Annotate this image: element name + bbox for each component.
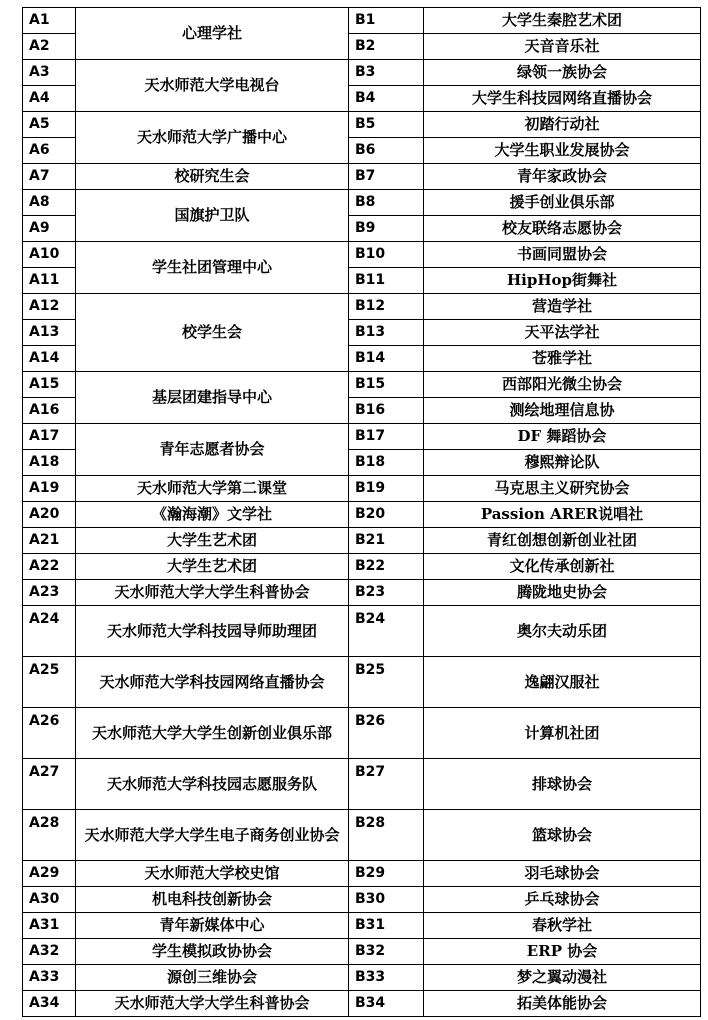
table-row [23,708,701,759]
b-code-cell: B32 [349,939,424,965]
b-name-cell: 奥尔夫动乐团 [424,606,701,657]
a-code-cell: A12 [23,294,76,320]
a-name-cell: 天水师范大学大学生科普协会 [76,991,349,1017]
a-name-cell: 天水师范大学大学生电子商务创业协会 [76,810,349,861]
b-code-cell: B33 [349,965,424,991]
a-code-cell: A3 [23,60,76,86]
a-name-cell: 学生社团管理中心 [76,242,349,294]
b-name-cell: 腾陇地史协会 [424,580,701,606]
table-row [23,242,701,268]
b-code-cell: B22 [349,554,424,580]
a-code-cell: A18 [23,450,76,476]
b-name-cell: 苍雅学社 [424,346,701,372]
b-code-cell: B28 [349,810,424,861]
b-code-cell: B24 [349,606,424,657]
a-name-cell: 天水师范大学大学生创新创业俱乐部 [76,708,349,759]
a-code-cell: A11 [23,268,76,294]
a-code-cell: A8 [23,190,76,216]
table-row [23,372,701,398]
b-name-cell: 羽毛球协会 [424,861,701,887]
table-row [23,424,701,450]
b-code-cell: B9 [349,216,424,242]
b-code-cell: B5 [349,112,424,138]
a-name-cell: 天水师范大学校史馆 [76,861,349,887]
b-name-cell: 营造学社 [424,294,701,320]
b-name-cell: 援手创业俱乐部 [424,190,701,216]
a-name-cell: 基层团建指导中心 [76,372,349,424]
a-code-cell: A15 [23,372,76,398]
a-code-cell: A30 [23,887,76,913]
a-code-cell: A28 [23,810,76,861]
table-row [23,190,701,216]
a-name-cell: 源创三维协会 [76,965,349,991]
a-code-cell: A10 [23,242,76,268]
a-code-cell: A33 [23,965,76,991]
b-name-cell: 大学生职业发展协会 [424,138,701,164]
b-code-cell: B3 [349,60,424,86]
table-row [23,887,701,913]
a-name-cell: 《瀚海潮》文学社 [76,502,349,528]
b-name-cell: 大学生秦腔艺术团 [424,8,701,34]
b-code-cell: B16 [349,398,424,424]
table-row [23,861,701,887]
b-name-cell: 逸翩汉服社 [424,657,701,708]
b-name-cell: 大学生科技园网络直播协会 [424,86,701,112]
a-name-cell: 心理学社 [76,8,349,60]
a-code-cell: A4 [23,86,76,112]
a-code-cell: A23 [23,580,76,606]
b-code-cell: B4 [349,86,424,112]
a-name-cell: 校研究生会 [76,164,349,190]
a-name-cell: 大学生艺术团 [76,528,349,554]
b-code-cell: B14 [349,346,424,372]
table-row [23,939,701,965]
b-code-cell: B13 [349,320,424,346]
b-name-cell: 天平法学社 [424,320,701,346]
a-code-cell: A32 [23,939,76,965]
b-code-cell: B12 [349,294,424,320]
b-code-cell: B17 [349,424,424,450]
b-name-cell: ERP 协会 [424,939,701,965]
b-code-cell: B19 [349,476,424,502]
b-code-cell: B27 [349,759,424,810]
table-row [23,759,701,810]
table-row [23,60,701,86]
table-row [23,606,701,657]
a-name-cell: 天水师范大学广播中心 [76,112,349,164]
b-name-cell: 乒乓球协会 [424,887,701,913]
a-code-cell: A20 [23,502,76,528]
b-name-cell: 春秋学社 [424,913,701,939]
b-code-cell: B6 [349,138,424,164]
a-code-cell: A29 [23,861,76,887]
b-code-cell: B1 [349,8,424,34]
table-row [23,965,701,991]
a-code-cell: A27 [23,759,76,810]
b-code-cell: B26 [349,708,424,759]
a-name-cell: 天水师范大学科技园网络直播协会 [76,657,349,708]
b-name-cell: 穆熙辩论队 [424,450,701,476]
b-name-cell: 文化传承创新社 [424,554,701,580]
b-name-cell: 天音音乐社 [424,34,701,60]
a-code-cell: A13 [23,320,76,346]
b-name-cell: 计算机社团 [424,708,701,759]
table-row [23,476,701,502]
b-name-cell: DF 舞蹈协会 [424,424,701,450]
b-name-cell: 书画同盟协会 [424,242,701,268]
b-code-cell: B25 [349,657,424,708]
b-name-cell: 青年家政协会 [424,164,701,190]
club-table-body [23,8,701,1017]
a-code-cell: A14 [23,346,76,372]
b-name-cell: 梦之翼动漫社 [424,965,701,991]
a-name-cell: 天水师范大学大学生科普协会 [76,580,349,606]
table-row [23,164,701,190]
b-name-cell: 排球协会 [424,759,701,810]
b-code-cell: B20 [349,502,424,528]
club-code-table [22,7,701,1017]
b-name-cell: 马克思主义研究协会 [424,476,701,502]
a-name-cell: 校学生会 [76,294,349,372]
a-code-cell: A17 [23,424,76,450]
a-code-cell: A6 [23,138,76,164]
a-code-cell: A16 [23,398,76,424]
table-row [23,810,701,861]
b-code-cell: B11 [349,268,424,294]
a-code-cell: A19 [23,476,76,502]
table-row [23,8,701,34]
a-code-cell: A22 [23,554,76,580]
table-row [23,991,701,1017]
a-name-cell: 大学生艺术团 [76,554,349,580]
table-row [23,913,701,939]
table-row [23,294,701,320]
a-name-cell: 天水师范大学科技园导师助理团 [76,606,349,657]
a-code-cell: A31 [23,913,76,939]
b-code-cell: B15 [349,372,424,398]
a-code-cell: A26 [23,708,76,759]
b-code-cell: B18 [349,450,424,476]
a-code-cell: A1 [23,8,76,34]
b-code-cell: B30 [349,887,424,913]
a-name-cell: 机电科技创新协会 [76,887,349,913]
b-code-cell: B8 [349,190,424,216]
b-name-cell: 校友联络志愿协会 [424,216,701,242]
b-code-cell: B7 [349,164,424,190]
b-name-cell: 西部阳光微尘协会 [424,372,701,398]
a-name-cell: 天水师范大学科技园志愿服务队 [76,759,349,810]
b-name-cell: 绿领一族协会 [424,60,701,86]
b-name-cell: 青红创想创新创业社团 [424,528,701,554]
a-code-cell: A5 [23,112,76,138]
b-code-cell: B10 [349,242,424,268]
a-name-cell: 天水师范大学电视台 [76,60,349,112]
b-code-cell: B23 [349,580,424,606]
a-code-cell: A21 [23,528,76,554]
b-name-cell: 篮球协会 [424,810,701,861]
a-code-cell: A24 [23,606,76,657]
a-name-cell: 天水师范大学第二课堂 [76,476,349,502]
a-name-cell: 青年新媒体中心 [76,913,349,939]
table-row [23,657,701,708]
b-code-cell: B29 [349,861,424,887]
b-code-cell: B2 [349,34,424,60]
b-code-cell: B31 [349,913,424,939]
table-row [23,580,701,606]
b-name-cell: Passion ARER说唱社 [424,502,701,528]
table-row [23,112,701,138]
a-name-cell: 国旗护卫队 [76,190,349,242]
a-code-cell: A9 [23,216,76,242]
a-code-cell: A7 [23,164,76,190]
table-row [23,554,701,580]
b-code-cell: B34 [349,991,424,1017]
a-name-cell: 学生模拟政协协会 [76,939,349,965]
b-code-cell: B21 [349,528,424,554]
table-row [23,528,701,554]
a-code-cell: A25 [23,657,76,708]
b-name-cell: 初踏行动社 [424,112,701,138]
b-name-cell: 测绘地理信息协 [424,398,701,424]
a-code-cell: A34 [23,991,76,1017]
a-code-cell: A2 [23,34,76,60]
table-row [23,502,701,528]
b-name-cell: 拓美体能协会 [424,991,701,1017]
a-name-cell: 青年志愿者协会 [76,424,349,476]
b-name-cell: HipHop街舞社 [424,268,701,294]
